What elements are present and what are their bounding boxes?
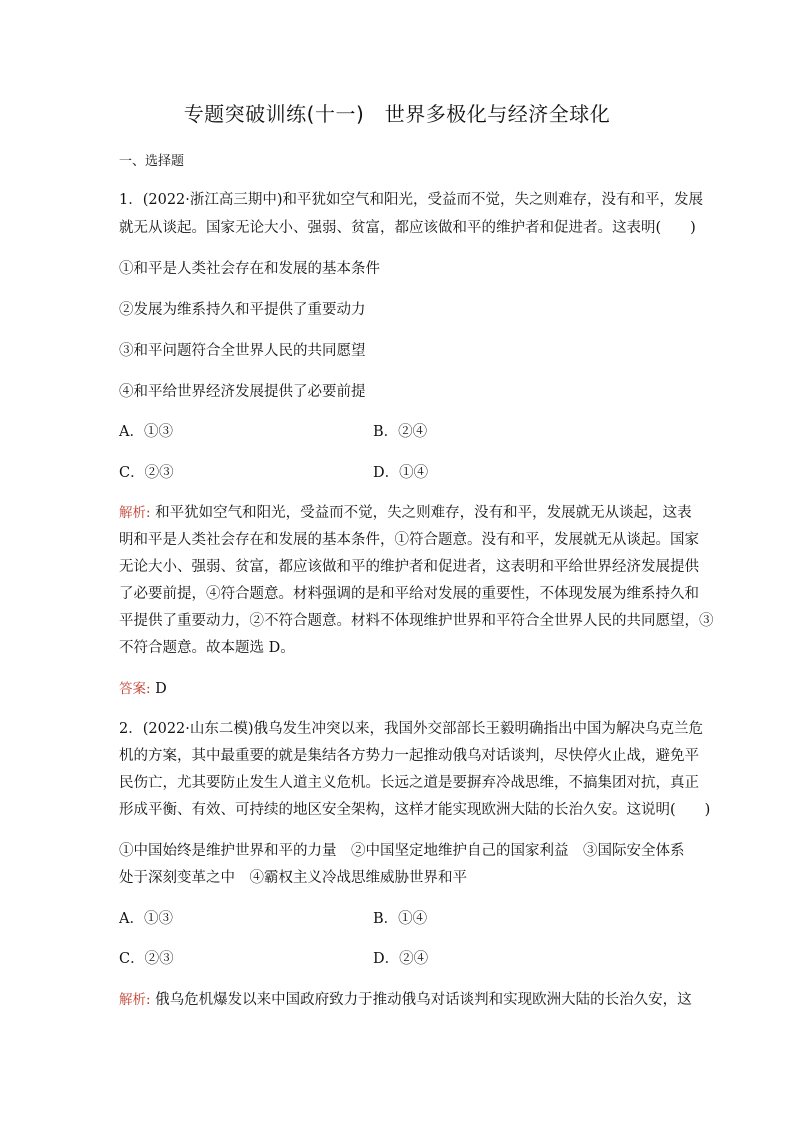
q1-analysis-label: 解析: <box>119 505 151 521</box>
section-heading: 一、选择题 <box>119 154 185 169</box>
q1-statement-2: ②发展为维系持久和平提供了重要动力 <box>119 302 366 318</box>
q1-stem-line-2: 就无从谈起。国家无论大小、强弱、贫富，都应该做和平的维护者和促进者。这表明( ) <box>119 220 696 236</box>
q1-statement-1: ①和平是人类社会存在和发展的基本条件 <box>119 261 380 277</box>
q1-analysis-line-6: 不符合题意。故本题选 D。 <box>119 640 295 656</box>
q1-analysis-line-5: 平提供了重要动力，②不符合题意。材料不体现维护世界和平符合全世界人民的共同愿望，③ <box>119 613 714 629</box>
q2-statements-line-1: ①中国始终是维护世界和平的力量 ②中国坚定地维护自己的国家利益 ③国际安全体系 <box>119 843 685 859</box>
q1-option-a: A．①③ <box>119 424 173 440</box>
q2-stem-line-2: 机的方案，其中最重要的就是集结各方势力一起推动俄乌对话谈判，尽快停火止战，避免平 <box>119 748 699 764</box>
q1-option-b: B．②④ <box>373 424 428 440</box>
q1-answer-value: D <box>150 681 167 697</box>
q1-statement-3: ③和平问题符合全世界人民的共同愿望 <box>119 343 366 359</box>
q2-option-c: C．②③ <box>119 951 174 967</box>
q1-stem-line-1: 1．(2022·浙江高三期中)和平犹如空气和阳光，受益而不觉，失之则难存，没有和平，发展 <box>119 192 704 208</box>
q1-statement-4: ④和平给世界经济发展提供了必要前提 <box>119 384 366 400</box>
q2-option-b: B．①④ <box>373 911 428 927</box>
q2-option-a: A．①③ <box>119 911 173 927</box>
q2-analysis-label: 解析: <box>119 992 151 1008</box>
page-title: 专题突破训练(十一) 世界多极化与经济全球化 <box>183 102 611 126</box>
q1-answer <box>119 679 167 699</box>
q1-analysis-line-3: 无论大小、强弱、贫富，都应该做和平的维护者和促进者，这表明和平给世界经济发展提供 <box>119 559 699 575</box>
q2-stem-line-3: 民伤亡，尤其要防止发生人道主义危机。长远之道是要摒弃冷战思维，不搞集团对抗，真正 <box>119 775 699 791</box>
q1-option-d: D．①④ <box>373 465 429 481</box>
q2-stem-line-1: 2．(2022·山东二模)俄乌发生冲突以来，我国外交部部长王毅明确指出中国为解决乌克兰危 <box>119 721 704 737</box>
q2-analysis-text-1: 俄乌危机爆发以来中国政府致力于推动俄乌对话谈判和实现欧洲大陆的长治久安，这 <box>150 992 692 1008</box>
q1-option-c: C．②③ <box>119 465 174 481</box>
q1-analysis-line-1 <box>119 503 692 523</box>
q2-stem-line-4: 形成平衡、有效、可持续的地区安全架构，这样才能实现欧洲大陆的长治久安。这说明( ) <box>119 802 711 818</box>
q1-analysis-text-1: 和平犹如空气和阳光，受益而不觉，失之则难存，没有和平，发展就无从谈起，这表 <box>150 505 692 521</box>
q1-analysis-line-2: 明和平是人类社会存在和发展的基本条件，①符合题意。没有和平，发展就无从谈起。国家 <box>119 532 699 548</box>
q2-analysis-line-1 <box>119 990 692 1010</box>
q1-answer-label: 答案: <box>119 681 151 697</box>
q1-analysis-line-4: 了必要前提，④符合题意。材料强调的是和平给对发展的重要性，不体现发展为维系持久和 <box>119 586 699 602</box>
q2-option-d: D．②④ <box>373 951 429 967</box>
q2-statements-line-2: 处于深刻变革之中 ④霸权主义冷战思维威胁世界和平 <box>119 870 467 886</box>
